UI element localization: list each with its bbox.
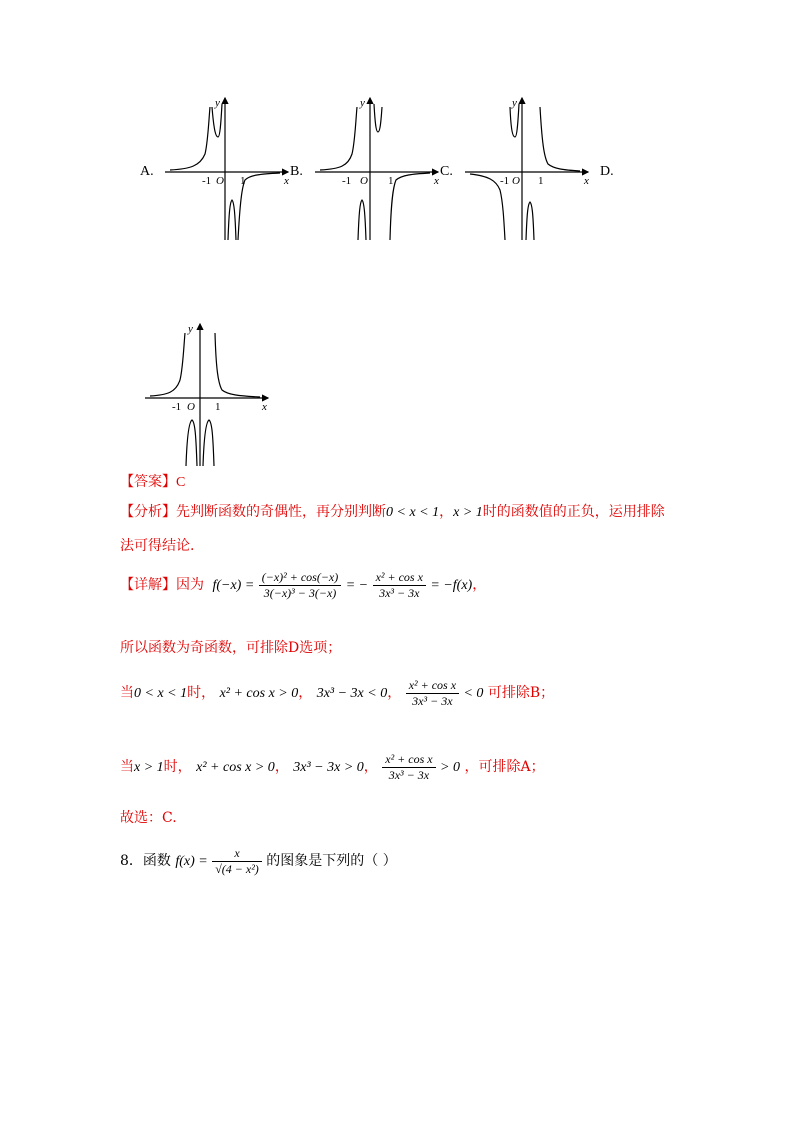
question-8 bbox=[120, 842, 397, 881]
detail-frac1 bbox=[259, 570, 342, 601]
case1-rel: < 0 bbox=[463, 686, 484, 701]
case1-result: 可排除B； bbox=[487, 685, 555, 701]
detail-tag: 【详解】 bbox=[120, 577, 176, 593]
analysis-cond2: x > 1 bbox=[453, 505, 483, 520]
analysis-line-2 bbox=[120, 536, 194, 556]
neg-one-label: -1 bbox=[202, 175, 212, 187]
y-axis-label: y bbox=[188, 323, 193, 335]
detail-comma: ， bbox=[472, 577, 487, 593]
detail-lhs: f(−x) = bbox=[212, 578, 255, 593]
case1-frac-num: x² + cos x bbox=[406, 678, 459, 694]
x-axis-label: x bbox=[434, 175, 439, 187]
option-d-label: D. bbox=[600, 164, 614, 179]
graph-b bbox=[310, 92, 445, 242]
detail-frac1-num: (−x)² + cos(−x) bbox=[259, 570, 342, 586]
case1-ineq1: x² + cos x > 0 bbox=[219, 686, 299, 701]
detail-frac2 bbox=[373, 570, 426, 601]
answer-tag: 【答案】 bbox=[120, 474, 176, 490]
detail-rhs: = −f(x) bbox=[430, 578, 473, 593]
neg-one-label: -1 bbox=[342, 175, 352, 187]
analysis-text1: 先判断函数的奇偶性，再分别判断 bbox=[176, 504, 386, 520]
y-axis-label: y bbox=[215, 97, 220, 109]
graph-a bbox=[160, 92, 295, 242]
case1-time: 时， bbox=[187, 685, 216, 701]
case2-ineq2: 3x³ − 3x > 0 bbox=[293, 760, 364, 775]
case2-cond: x > 1 bbox=[134, 760, 164, 775]
y-axis-label: y bbox=[512, 97, 517, 109]
x-axis-label: x bbox=[262, 401, 267, 413]
analysis-text2: 时的函数值的正负，运用排除 bbox=[482, 504, 665, 520]
case2-frac-den: 3x³ − 3x bbox=[388, 767, 430, 782]
detail-final: 故选：C. bbox=[120, 810, 177, 826]
case1-when: 当 bbox=[120, 685, 134, 701]
one-label: 1 bbox=[240, 175, 246, 187]
case2-line: 当x > 1时， x² + cos x > 0， 3x³ − 3x > 0， $\frac{\text{x² + cos x}}{\text{3x³ − 3x}}$ > 0 ，可排除A； bbox=[120, 751, 545, 782]
neg-one-label: -1 bbox=[500, 175, 510, 187]
case2-time: 时， bbox=[163, 759, 192, 775]
detail-frac1-den: 3(−x)³ − 3(−x) bbox=[263, 585, 337, 600]
one-label: 1 bbox=[388, 175, 394, 187]
case1-line: 当0 < x < 1时， x² + cos x > 0， 3x³ − 3x < 0， $\frac{\text{x² + cos x}}{\text{3x³ − 3x}}$ < 0 可排除B； bbox=[120, 677, 555, 708]
case2-result: ，可排除A； bbox=[464, 759, 545, 775]
analysis-tag: 【分析】 bbox=[120, 504, 176, 520]
answer-line bbox=[120, 472, 185, 493]
origin-label: O bbox=[187, 401, 195, 413]
case2-ineq1: x² + cos x > 0 bbox=[196, 760, 275, 775]
q8-number: 8．函数 bbox=[120, 853, 171, 869]
origin-label: O bbox=[512, 175, 520, 187]
detail-conclusion: 所以函数为奇函数，可排除D选项； bbox=[120, 640, 342, 656]
analysis-line bbox=[120, 502, 665, 523]
q8-frac bbox=[212, 846, 262, 877]
q8-lhs: f(x) = bbox=[175, 854, 208, 869]
case2-when: 当 bbox=[120, 759, 134, 775]
analysis-sep: ， bbox=[439, 504, 454, 520]
one-label: 1 bbox=[538, 175, 544, 187]
detail-frac2-num: x² + cos x bbox=[373, 570, 426, 586]
origin-label: O bbox=[360, 175, 368, 187]
detail-because: 因为 bbox=[176, 577, 204, 593]
detail-line bbox=[120, 566, 486, 605]
origin-label: O bbox=[216, 175, 224, 187]
case1-frac-den: 3x³ − 3x bbox=[412, 693, 453, 708]
detail-frac2-den: 3x³ − 3x bbox=[379, 585, 420, 600]
x-axis-label: x bbox=[284, 175, 289, 187]
graph-d bbox=[140, 318, 275, 468]
x-axis-label: x bbox=[584, 175, 589, 187]
case1-ineq2: 3x³ − 3x < 0 bbox=[316, 686, 388, 701]
analysis-text3: 法可得结论. bbox=[120, 538, 195, 554]
q8-frac-den: √(4 − x²) bbox=[215, 861, 259, 876]
option-a-label: A. bbox=[140, 164, 154, 179]
one-label: 1 bbox=[215, 401, 221, 413]
q8-frac-num: x bbox=[212, 846, 262, 862]
case1-frac bbox=[406, 678, 459, 709]
neg-one-label: -1 bbox=[172, 401, 182, 413]
q8-text: 的图象是下列的（ ） bbox=[266, 853, 397, 869]
case2-frac-num: x² + cos x bbox=[382, 752, 435, 768]
case1-cond: 0 < x < 1 bbox=[134, 686, 188, 701]
option-c-label: C. bbox=[440, 164, 453, 179]
answer-value: C bbox=[176, 475, 186, 490]
analysis-cond1: 0 < x < 1 bbox=[386, 505, 440, 520]
case2-frac bbox=[382, 752, 435, 783]
case2-rel: > 0 bbox=[440, 760, 460, 775]
detail-eq-neg: = − bbox=[345, 578, 369, 593]
option-b-label: B. bbox=[290, 164, 303, 179]
y-axis-label: y bbox=[360, 97, 365, 109]
graph-c bbox=[460, 92, 595, 242]
